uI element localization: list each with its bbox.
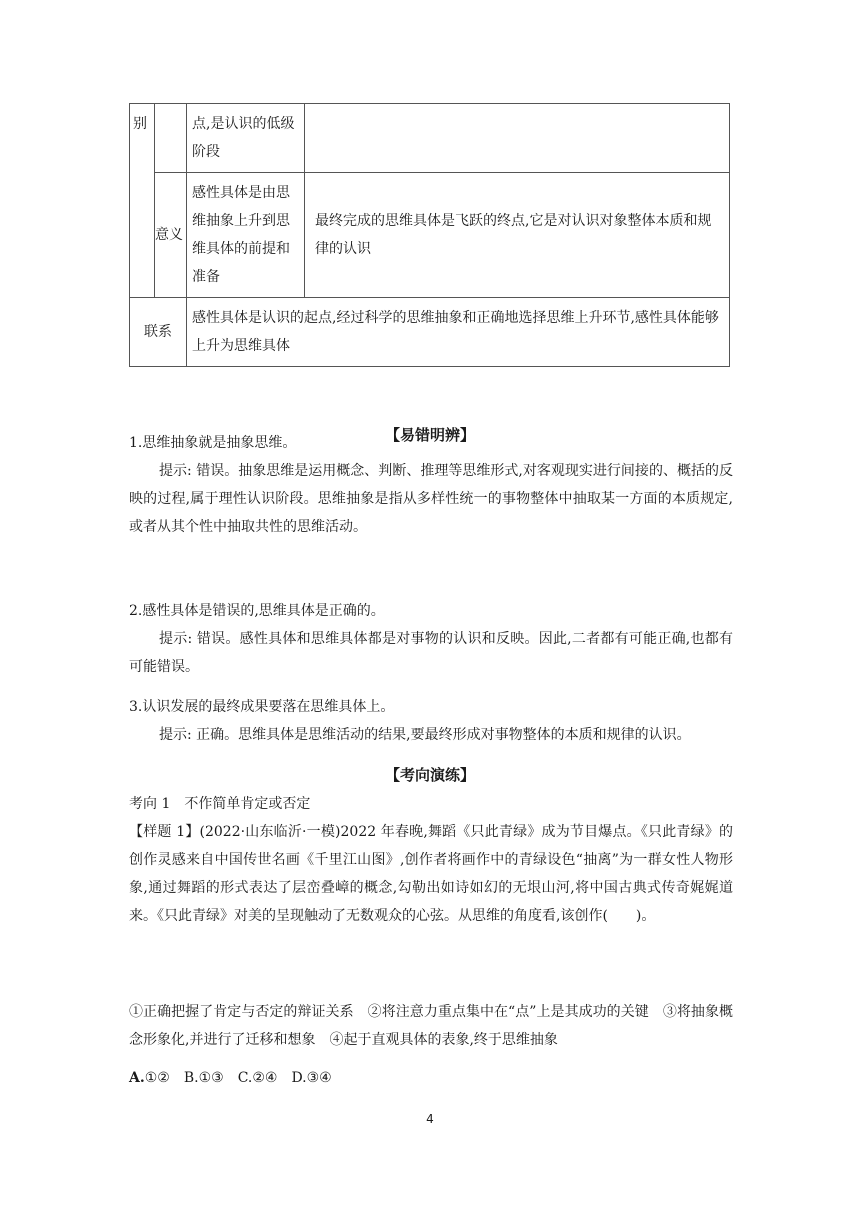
cell-left: 点,是认识的低级阶段 — [187, 104, 305, 173]
cell-left: 感性具体是由思维抽象上升到思维具体的前提和准备 — [187, 173, 305, 298]
table-row — [130, 173, 730, 298]
error-statement-1: 1.思维抽象就是抽象思维。 — [129, 435, 297, 451]
relation-label: 联系 — [130, 298, 187, 367]
sub-label-cell: 意义 — [155, 173, 187, 298]
error-statement-3: 3.认识发展的最终成果要落在思维具体上。 — [129, 699, 395, 715]
question-options: ①正确把握了肯定与否定的辩证关系 ②将注意力重点集中在“点”上是其成功的关键 ③将抽象概念形象化,并进行了迁移和想象 ④起于直观具体的表象,终于思维抽象 — [129, 1004, 733, 1048]
practice-section-title: 【考向演练】 — [384, 766, 475, 784]
errors-section-title: 【易错明辨】 — [384, 426, 475, 444]
page-number: 4 — [426, 1112, 434, 1126]
group-label: 别 — [133, 116, 147, 132]
answer-choices — [129, 1064, 733, 1092]
sub-label-cell — [155, 104, 187, 173]
choice-a-letter: A. — [129, 1070, 145, 1086]
table-row — [130, 104, 730, 173]
error-hint-1: 提示: 错误。抽象思维是运用概念、判断、推理等思维形式,对客观现实进行间接的、概括的反映的过程,属于理性认识阶段。思维抽象是指从多样性统一的事物整体中抽取某一方面的本质规定,或者从其个性中抽取共性的思维活动。 — [129, 463, 733, 535]
question-label: 【样题 1】 — [129, 824, 200, 840]
cell-right — [305, 104, 730, 173]
practice-direction: 考向 1 不作简单肯定或否定 — [129, 796, 311, 812]
table-row — [130, 298, 730, 367]
relation-content: 感性具体是认识的起点,经过科学的思维抽象和正确地选择思维上升环节,感性具体能够上升为思维具体 — [187, 298, 730, 367]
group-label-cell — [130, 104, 155, 298]
comparison-table — [129, 103, 730, 367]
choice-rest: ①② B.①③ C.②④ D.③④ — [144, 1070, 332, 1086]
cell-right: 最终完成的思维具体是飞跃的终点,它是对认识对象整体本质和规律的认识 — [305, 173, 730, 298]
error-statement-2: 2.感性具体是错误的,思维具体是正确的。 — [129, 603, 385, 619]
error-hint-2: 提示: 错误。感性具体和思维具体都是对事物的认识和反映。因此,二者都有可能正确,也都有可能错误。 — [129, 631, 733, 675]
error-hint-3: 提示: 正确。思维具体是思维活动的结果,要最终形成对事物整体的本质和规律的认识。 — [159, 727, 691, 743]
question-1 — [129, 818, 733, 930]
question-text: (2022·山东临沂·一模)2022 年春晚,舞蹈《只此青绿》成为节目爆点。《只此青绿》的创作灵感来自中国传世名画《千里江山图》,创作者将画作中的青绿设色“抽离”为一群女性人物形象,通过舞蹈的形式表达了层峦叠嶂的概念,勾勒出如诗如幻的无垠山河,将中国古典式传奇娓娓道来。《只此青绿》对美的呈现触动了无数观众的心弦。从思维的角度看,该创作( )。 — [129, 824, 734, 924]
